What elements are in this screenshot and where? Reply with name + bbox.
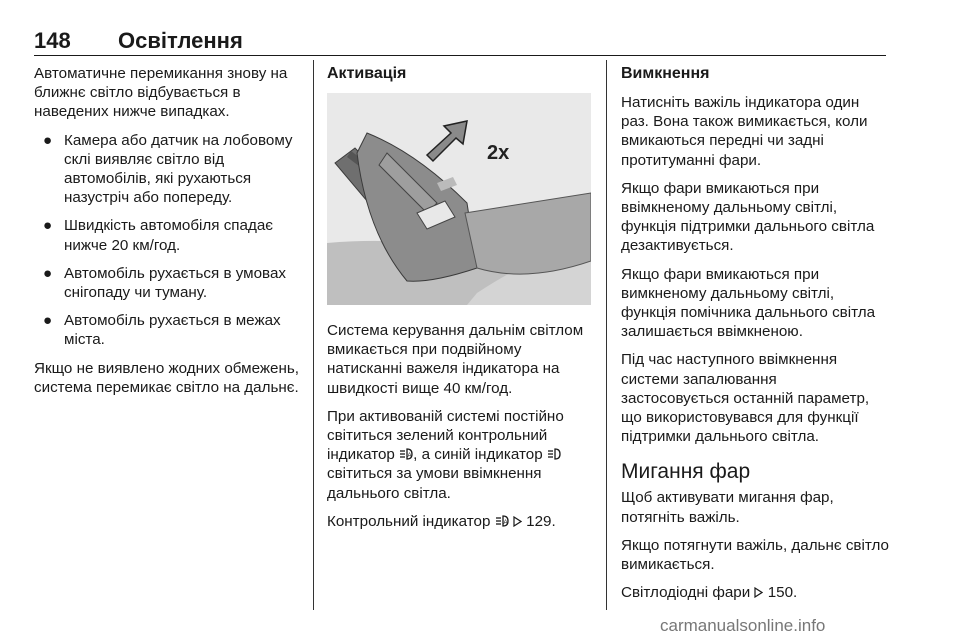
column-divider-2	[606, 60, 607, 610]
bullet-icon: ●	[43, 131, 53, 149]
list-item	[34, 216, 302, 254]
indicator-paragraph	[327, 407, 597, 503]
column-left	[34, 64, 302, 406]
indicator-text-start: При активованій системі постійно світиться зелений контрольний індикатор	[327, 407, 564, 464]
headlight-flash-title: Мигання фар	[621, 460, 751, 484]
bullet-icon: ●	[43, 312, 53, 330]
column-middle	[327, 64, 597, 540]
auto-high-beam-icon	[495, 515, 509, 527]
activation-heading: Активація	[327, 65, 407, 82]
indicator-text-middle: , а синій індикатор	[413, 446, 543, 464]
conditions-list	[34, 131, 302, 350]
high-beam-icon	[547, 448, 561, 460]
deactivation-paragraph: Якщо фари вмикаються при ввімкненому дальньому світлі, функція підтримки дальнього світла дезактивується.	[621, 179, 875, 255]
indicator-text-end: світиться за умови ввімкнення дальнього світла.	[327, 465, 542, 502]
auto-high-beam-icon	[399, 448, 413, 460]
watermark: carmanualsonline.info	[660, 616, 826, 635]
page-header	[34, 28, 886, 54]
svg-text:A: A	[407, 453, 412, 460]
bullet-icon: ●	[43, 217, 53, 235]
list-item-text: Камера або датчик на лобовому склі виявляє світло від автомобілів, які рухаються назустріч або попереду.	[64, 131, 293, 207]
reference-page-link[interactable]: 150.	[767, 584, 798, 602]
svg-text:A: A	[503, 519, 508, 526]
reference-text: Контрольний індикатор	[327, 512, 491, 530]
press-twice-label: 2x	[487, 142, 510, 164]
list-item-text: Автомобіль рухається в умовах снігопаду чи туману.	[64, 264, 286, 302]
outro-paragraph: Якщо не виявлено жодних обмежень, система перемикає світло на дальнє.	[34, 359, 299, 396]
page-reference-arrow-icon[interactable]	[754, 587, 763, 598]
page-title: Освітлення	[118, 28, 243, 53]
bullet-icon: ●	[43, 264, 53, 282]
reference-text: Світлодіодні фари	[621, 584, 751, 602]
indicator-reference	[327, 512, 597, 531]
deactivation-heading: Вимкнення	[621, 65, 710, 82]
list-item-text: Автомобіль рухається в межах міста.	[64, 312, 281, 349]
deactivation-paragraph: Під час наступного ввімкнення системи запалювання застосовується останній параметр, що використовувався для функції підтримки дальнього світла.	[621, 351, 870, 446]
reference-page-link[interactable]: 129.	[526, 512, 556, 530]
header-rule	[34, 55, 886, 56]
deactivation-paragraph: Якщо фари вмикаються при вимкненому дальньому світлі, функція помічника дальнього світла залишається ввімкненою.	[621, 265, 876, 341]
page-number: 148	[34, 28, 71, 53]
flash-paragraph: Щоб активувати мигання фар, потягніть важіль.	[621, 489, 834, 526]
flash-paragraph: Якщо потягнути важіль, дальнє світло вимикається.	[621, 536, 889, 574]
intro-paragraph: Автоматичне перемикання знову на ближнє світло відбувається в наведених нижче випадках.	[34, 65, 288, 121]
page-reference-arrow-icon[interactable]	[513, 516, 522, 527]
list-item-text: Швидкість автомобіля спадає нижче 20 км/год.	[64, 217, 274, 254]
figure-caption: Система керування дальнім світлом вмикається при подвійному натисканні важеля індикатора на швидкості вище 40 км/год.	[327, 322, 584, 397]
led-reference	[621, 583, 889, 602]
deactivation-paragraph: Натисніть важіль індикатора один раз. Вона також вимикається, коли вмикаються передні чи задні протитуманні фари.	[621, 94, 868, 169]
indicator-stalk-figure	[327, 93, 591, 305]
column-right	[621, 64, 889, 611]
list-item	[34, 311, 302, 349]
list-item	[34, 264, 302, 302]
list-item	[34, 131, 302, 208]
column-divider-1	[313, 60, 314, 610]
